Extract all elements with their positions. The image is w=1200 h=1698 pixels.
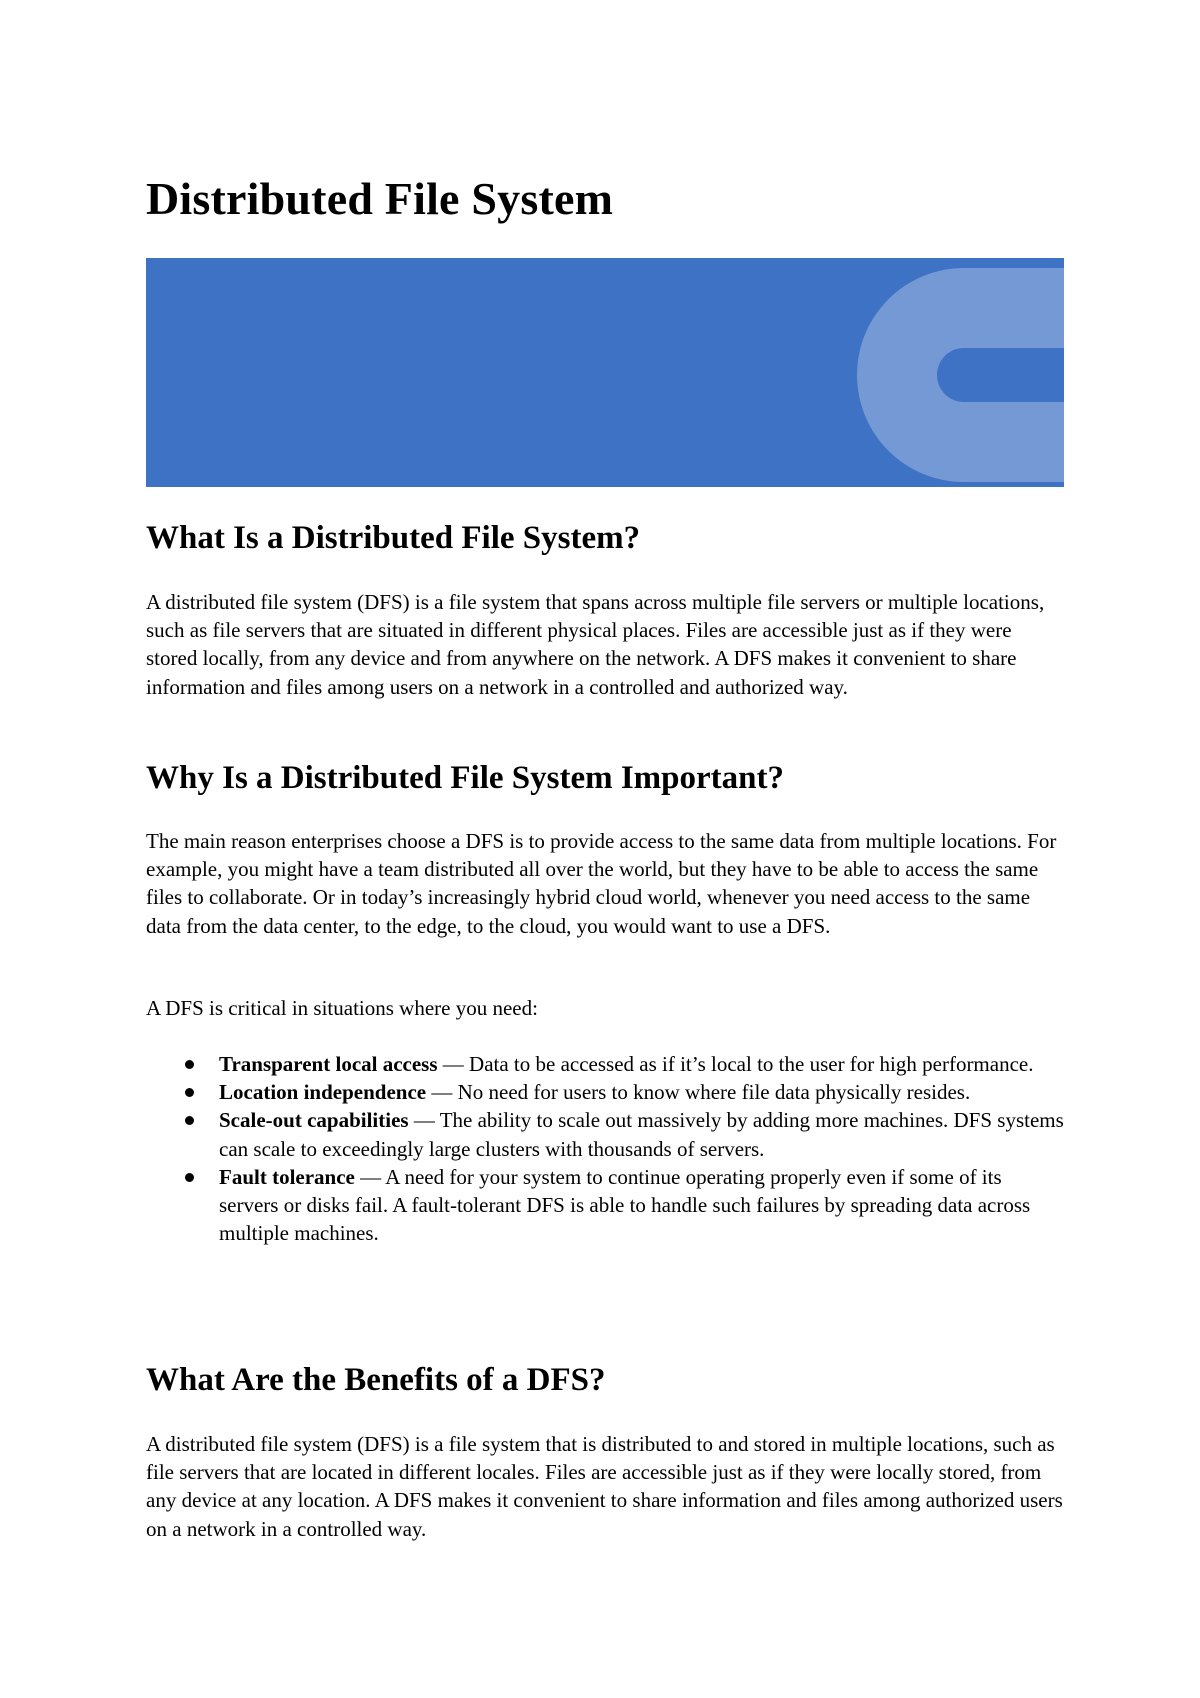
bullet-text: — Data to be accessed as if it’s local to the user for high performance. bbox=[437, 1052, 1034, 1076]
list-item bbox=[146, 1050, 1064, 1078]
bullet-term: Fault tolerance bbox=[219, 1164, 355, 1189]
bullet-term: Transparent local access bbox=[219, 1052, 438, 1076]
section-heading-what-is-dfs: What Is a Distributed File System? bbox=[146, 520, 641, 556]
bullet-text: — No need for users to know where file data physically resides. bbox=[426, 1080, 971, 1105]
section-paragraph: The main reason enterprises choose a DFS is to provide access to the same data from multiple locations. For example, you might have a team distributed all over the world, but they have to be able to access the same files to collaborate. Or in today’s increasingly hybrid cloud world, whenever you need access to the same data from the data center, to the edge, to the cloud, you would want to use a DFS. bbox=[146, 829, 1057, 938]
section-paragraph: A distributed file system (DFS) is a file system that spans across multiple file servers or multiple locations, such as file servers that are situated in different physical places. Files are accessible just as if they were stored locally, from any device and from anywhere on the network. A DFS makes it convenient to share information and files among users on a network in a controlled and authorized way. bbox=[146, 590, 1045, 699]
section-heading-benefits: What Are the Benefits of a DFS? bbox=[146, 1362, 606, 1398]
list-item bbox=[146, 1106, 1064, 1162]
banner-logo-icon bbox=[146, 258, 1064, 487]
bullet-icon bbox=[185, 1060, 194, 1069]
bullet-text: — The ability to scale out massively by adding more machines. DFS systems can scale to exceedingly large clusters with thousands of servers. bbox=[219, 1108, 1064, 1161]
bullet-icon bbox=[185, 1116, 194, 1125]
bullet-icon bbox=[185, 1088, 194, 1097]
list-item bbox=[146, 1163, 1064, 1248]
bullet-text: — A need for your system to continue operating properly even if some of its servers or disks fail. A fault-tolerant DFS is able to handle such failures by spreading data across multiple machines. bbox=[219, 1164, 1031, 1246]
list-item bbox=[146, 1078, 1064, 1106]
bullet-term: Location independence bbox=[219, 1080, 427, 1105]
bullet-icon bbox=[185, 1173, 194, 1182]
banner-image bbox=[146, 258, 1064, 487]
needs-bullet-list bbox=[146, 1050, 1064, 1247]
page-title: Distributed File System bbox=[146, 173, 614, 224]
bullet-term: Scale-out capabilities bbox=[219, 1108, 409, 1133]
section-paragraph: A DFS is critical in situations where you need: bbox=[146, 996, 538, 1020]
section-paragraph: A distributed file system (DFS) is a file system that is distributed to and stored in multiple locations, such as file servers that are located in different locales. Files are accessible just as if they were locally stored, from any device at any location. A DFS makes it convenient to share information and files among authorized users on a network in a controlled way. bbox=[146, 1432, 1063, 1541]
section-heading-why-important: Why Is a Distributed File System Important? bbox=[146, 760, 785, 796]
